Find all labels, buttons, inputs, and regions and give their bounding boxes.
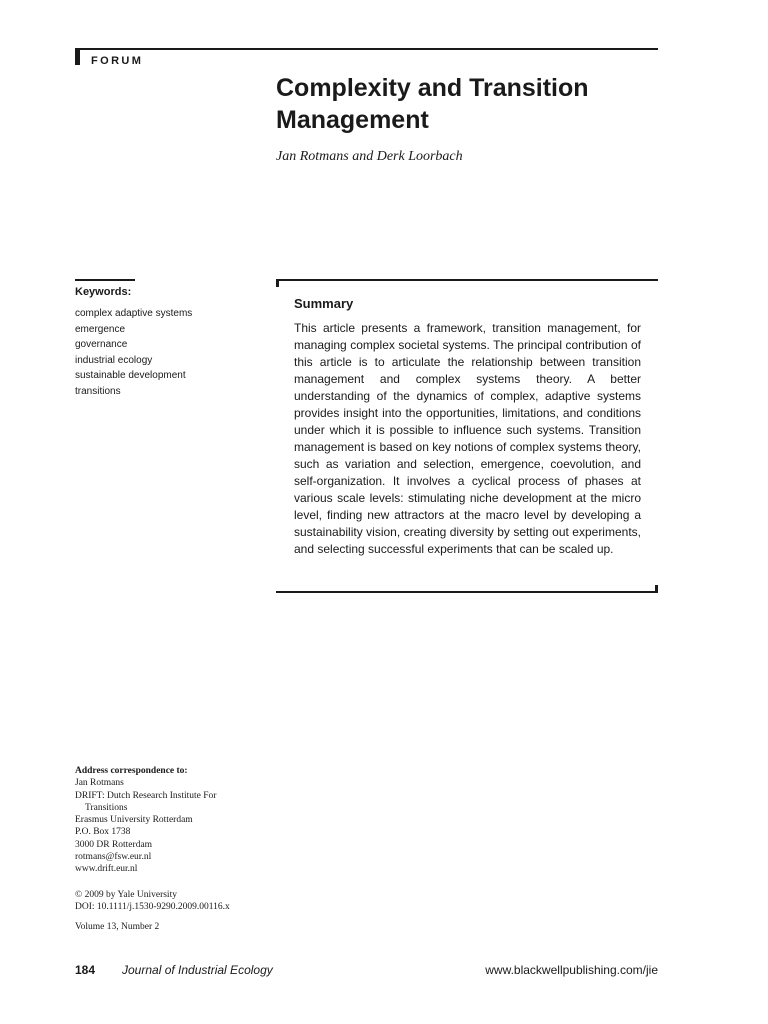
section-tab-marker (75, 48, 80, 65)
keyword-item: emergence (75, 323, 126, 335)
correspondence-line: Transitions (85, 802, 128, 813)
copyright-block (75, 889, 230, 914)
article-title-line-1: Complexity and Transition (276, 74, 589, 102)
correspondence-line: P.O. Box 1738 (75, 827, 131, 838)
correspondence-heading: Address correspondence to: (75, 766, 188, 776)
correspondence-line: DRIFT: Dutch Research Institute For (75, 790, 217, 801)
doi-line[interactable]: DOI: 10.1111/j.1530-9290.2009.00116.x (75, 902, 230, 913)
summary-heading: Summary (294, 296, 354, 311)
article-authors: Jan Rotmans and Derk Loorbach (276, 149, 463, 164)
section-rule (75, 48, 658, 50)
keyword-item: governance (75, 339, 128, 351)
correspondence-line: Erasmus University Rotterdam (75, 815, 193, 826)
summary-bottom-rule (276, 591, 658, 593)
keywords-list (75, 306, 192, 400)
summary-top-tick (276, 279, 279, 287)
correspondence-block (75, 765, 216, 876)
publisher-url[interactable]: www.blackwellpublishing.com/jie (485, 963, 658, 977)
section-label: FORUM (91, 55, 144, 67)
keyword-item: sustainable development (75, 370, 186, 382)
summary-text: This article presents a framework, transition management, for managing complex societal systems. The principal contribution of this article is to articulate the relationship between transition management and complex systems theory. A better understanding of the dynamics of complex, adaptive systems provides insight into the opportunities, limitations, and conditions under which it is possible to influence such systems. Transition management is based on key notions of complex systems theory, such as variation and selection, emergence, coevolution, and self-organization. It involves a cyclical process of phases at various scale levels: stimulating niche development at the micro level, finding new attractors at the macro level by developing a sustainability vision, creating diversity by setting out experiments, and selecting successful experiments that can be scaled up. (294, 321, 641, 556)
article-title (276, 72, 696, 136)
journal-name: Journal of Industrial Ecology (122, 963, 273, 977)
correspondence-line: 3000 DR Rotterdam (75, 839, 153, 850)
article-title-line-2: Management (276, 106, 429, 134)
page-number: 184 (75, 963, 96, 977)
keywords-heading: Keywords: (75, 286, 132, 298)
summary-top-rule (276, 279, 658, 281)
copyright-line: © 2009 by Yale University (75, 890, 177, 900)
correspondence-line: Jan Rotmans (75, 778, 124, 789)
summary-bottom-tick (655, 585, 658, 593)
correspondence-website[interactable]: www.drift.eur.nl (75, 864, 138, 875)
keyword-item: industrial ecology (75, 354, 153, 366)
keyword-item: transitions (75, 385, 121, 397)
correspondence-email[interactable]: rotmans@fsw.eur.nl (75, 852, 152, 863)
keyword-item: complex adaptive systems (75, 308, 193, 319)
volume-info: Volume 13, Number 2 (75, 922, 160, 932)
keywords-rule (75, 279, 135, 281)
